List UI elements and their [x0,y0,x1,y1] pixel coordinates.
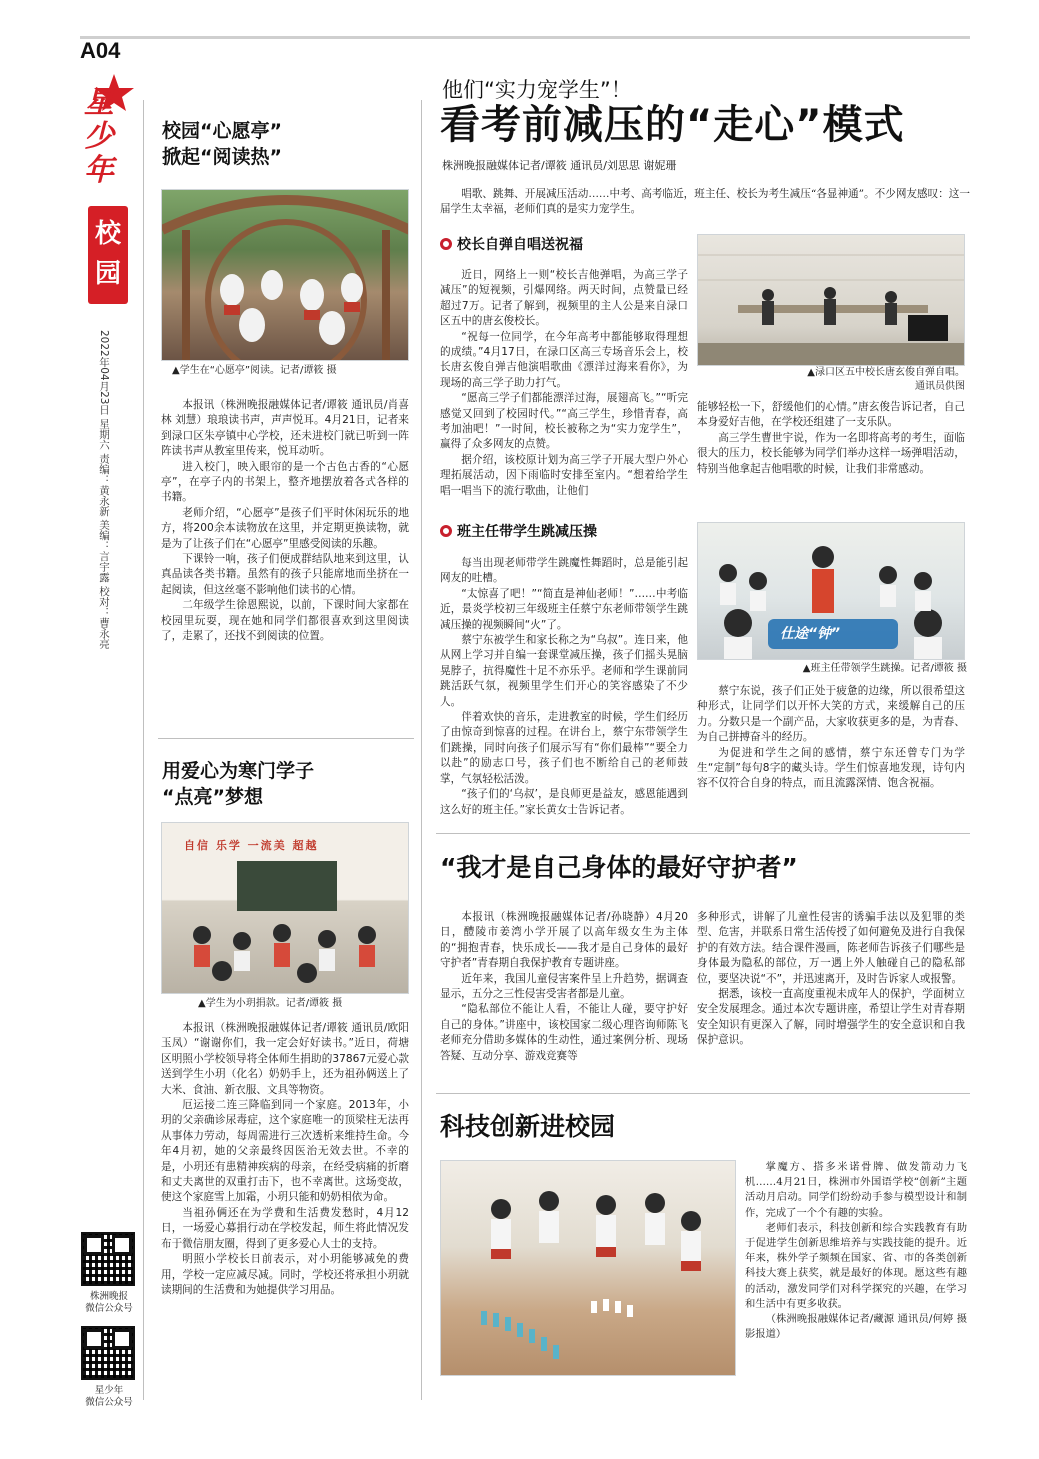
story4-credit: （株洲晚报融媒体记者/藏源 通讯员/何婷 摄影报道） [745,1313,967,1341]
lead-sub2-paragraph: 每当出现老师带学生跳魔性舞蹈时，总是能引起网友的吐槽。 [440,557,688,585]
qr-caption-zhuzhou [76,1291,142,1315]
story4-paragraph: 掌魔方、搭多米诺骨牌、做发箭动力飞机……4月21日，株洲市外国语学校“创新”主题活动月启动。同学们纷纷动手参与模型设计和制作，完成了一个个有趣的实验。 [745,1161,967,1219]
lead-sub2-photo-dance [697,522,965,660]
masthead-logo-text: 星少年 [84,85,114,188]
lead-sub1-photo-concert [697,234,965,366]
story1-paragraph: 本报讯（株洲晚报融媒体记者/谭筱 通讯员/肖喜林 刘慧）琅琅读书声，声声悦耳。4月21日，记者来到渌口区朱亭镇中心学校，还未进校门就已听到一阵阵读书声从教室里传来，悦耳动听。 [161,399,409,458]
bullet-circle-icon [440,238,452,250]
qr-code-xingshaonian[interactable] [81,1326,135,1380]
qr-code-zhuzhou[interactable] [81,1232,135,1286]
column-divider-mid [421,100,422,1400]
classroom-illustration [162,823,409,994]
column-divider-left [143,100,144,1400]
story4-body [745,1160,967,1342]
dateline: 2022年04月23日 星期六 责编：黄永新 美编：言宇露 校对：曹永亮 [98,330,110,649]
story3-paragraph: 近年来，我国儿童侵害案件呈上升趋势，据调查显示，五分之三性侵害受害者都是儿童。 [440,972,688,1001]
lead-sub2-paragraph: 蔡宁东被学生和家长称之为“乌叔”。连日来，他从网上学习并自编一套课堂减压操，孩子们摇头晃脑晃脖子，抗得魔性十足不亦乐乎。老师和学生课前同跳活跃气氛，视频里学生们开心的笑容感染了不少人。 [440,634,688,708]
lead-sub2-caption: ▲班主任带领学生跳操。记者/谭筱 摄 [802,663,967,674]
story2-paragraph: 明照小学校长日前表示，对小玥能够减免的费用，学校一定应减尽减。同时，学校还将承担小玥就读期间的生活费和为她提供学习用品。 [161,1253,409,1296]
lead-sub2-heading [440,521,597,541]
qr-caption-line1: 星少年 [94,1385,124,1396]
story4-title: 科技创新进校园 [440,1112,616,1141]
story3-body-left [440,910,688,1064]
lead-sub1-paragraph: “愿高三学子们都能漂洋过海，展翅高飞。”“听完感觉又回到了校园时代。”“高三学生，珍惜青春，高考加油吧！”一时间，校长被称之为“实力宠学生”，赢得了众多网友的点赞。 [440,392,688,451]
lead-sub1-body-right [697,400,965,477]
story4-photo-dominoes [440,1160,736,1376]
lead-sub1-paragraph: 据介绍，该校原计划为高三学子开展大型户外心理拓展活动，因下雨临时安排至室内。“想着给学生唱一唱当下的流行歌曲，让他们 [440,453,688,497]
lead-sub2-paragraph: 蔡宁东说，孩子们正处于疲惫的边缘，所以很希望这种形式，让同学们以开怀大笑的方式，来缓解自己的压力。分数只是一个副产品，大家收获更多的是，为青春、为自己拼搏奋斗的经历。 [697,685,965,744]
pavilion-illustration [162,190,409,361]
story2-paragraph: 厄运接二连三降临到同一个家庭。2013年，小玥的父亲确诊尿毒症，这个家庭唯一的顶梁柱无法再从事体力劳动，每周需进行三次透析来维持生命。今年4月初，她的父亲最终因医治无效去世。不幸的是，小玥还有患精神疾病的母亲，在经受病痛的折磨和丈夫离世的双重打击下，也不幸离世。这场变故，使这个家庭雪上加霜，小玥只能和奶奶相依为命。 [161,1099,409,1204]
story2-photo-classroom [161,822,409,994]
lead-kicker: 他们“实力宠学生”！ [442,78,632,102]
classroom-banner: 自信 乐学 一流美 超越 [184,839,319,852]
top-rule [80,36,970,39]
lead-title: 看考前减压的“走心”模式 [440,102,905,148]
lead-sub1-caption [715,366,965,394]
lead-intro: 唱歌、跳舞、开展减压活动……中考、高考临近，班主任、校长为考生减压“各显神通”。不少网友感叹：这一届学生太幸福，老师们真的是实力宠学生。 [440,188,970,215]
lead-bottom-divider [436,833,970,834]
story2-paragraph: 本报讯（株洲晚报融媒体记者/谭筱 通讯员/欧阳玉凤）“谢谢你们，我一定会好好读书。”近日，荷塘区明照小学校领导将全体师生捐助的37867元爱心款送到学生小玥（化名）奶奶手上，还为祖孙俩送上了大米、食油、新衣服、文具等物资。 [161,1022,409,1096]
story1-paragraph: 老师介绍，“心愿亭”是孩子们平时休闲玩乐的地方，将200余本读物放在这里，并定期更换读物，就是为了让孩子们在“心愿亭”里感受阅读的乐趣。 [161,506,409,550]
story3-body-right [697,910,965,1049]
lead-sub1-paragraph: 近日，网络上一则“校长吉他弹唱，为高三学子减压”的短视频，引爆网络。两天时间，点赞量已经超过7万。记者了解到，视频里的主人公是来自渌口区五中的唐玄俊校长。 [440,269,688,328]
story1-divider [158,738,414,739]
story2-title-line2: “点亮”梦想 [162,786,263,808]
lead-sub2-body-right [697,684,965,792]
story1-paragraph: 二年级学生徐恩熙说，以前，下课时间大家都在校园里玩耍，现在她和同学们都很喜欢到这里阅读了，走累了，还找不到阅读的位置。 [161,599,409,643]
lead-sub1-body-left [440,268,688,499]
qr-caption-line1: 株洲晚报 [89,1291,128,1302]
section-label: 校园 [94,219,121,289]
story1-title [162,118,282,170]
qr-caption-xingshaonian [76,1385,142,1409]
story2-paragraph: 当祖孙俩还在为学费和生活费发愁时，4月12日，一场爱心募捐行动在学校发起，师生将此情况发布于微信朋友圈，得到了更多爱心人士的支持。 [161,1206,409,1250]
concert-illustration [698,235,965,366]
qr-caption-line2: 微信公众号 [85,1397,133,1408]
dominoes-illustration [441,1161,736,1376]
lead-sub1-heading [440,234,583,254]
story3-paragraph: “隐私部位不能让人看，不能让人碰，要守护好自己的身体。”讲座中，该校国家二级心理咨询师陈飞老师充分借助多媒体的生动性，通过案例分析、现场答疑、互动分享、游戏竞赛等 [440,1003,688,1062]
lead-sub2-paragraph: “孩子们的‘乌叔’，是良师更是益友，感恩能遇到这么好的班主任。”家长黄女士告诉记者。 [440,788,688,816]
story2-body [161,1021,409,1298]
bullet-circle-icon [440,525,452,537]
lead-sub2-body-left [440,556,688,818]
story2-title [162,758,314,810]
story3-title: “我才是自己身体的最好守护者” [440,853,798,882]
story2-title-line1: 用爱心为寒门学子 [162,760,315,782]
qr-caption-line2: 微信公众号 [85,1303,133,1314]
story1-caption: ▲学生在“心愿亭”阅读。记者/谭筱 摄 [172,365,337,376]
lead-sub2-heading-text: 班主任带学生跳减压操 [457,524,597,540]
lead-sub1-paragraph: “祝每一位同学，在今年高考中都能够取得理想的成绩。”4月17日，在渌口区高三专场音乐会上，校长唐玄俊自弹吉他演唱歌曲《漂洋过海来看你》，为现场的高三学子助力打气。 [440,330,688,389]
story1-title-line2: 掀起“阅读热” [162,146,282,168]
story3-divider [436,1093,970,1094]
story1-photo-pavilion [161,189,409,361]
lead-sub1-caption-line1: ▲渌口区五中校长唐玄俊自弹自唱。 [807,367,965,378]
story1-title-line1: 校园“心愿亭” [162,120,282,142]
lead-sub2-paragraph: 为促进和学生之间的感情，蔡宁东还曾专门为学生“定制”每句8字的藏头诗。学生们惊喜地发现，诗句内容不仅符合自身的特点，而且流露深情、饱含祝福。 [697,746,965,790]
page-number: A04 [80,38,121,63]
story1-paragraph: 进入校门，映入眼帘的是一个古色古香的“心愿亭”，在亭子内的书架上，整齐地摆放着各式各样的书籍。 [161,460,409,504]
lead-sub2-paragraph: “太惊喜了吧！”“简直是神仙老师！”……中考临近，景炎学校初三年级班主任蔡宁东老师带领学生跳减压操的视频瞬间“火”了。 [440,587,688,631]
lead-sub1-paragraph: 能够轻松一下，舒缓他们的心情。”唐玄俊告诉记者，自己本身爱好吉他，在学校还组建了一支乐队。 [697,401,965,429]
story3-paragraph: 本报讯（株洲晚报融媒体记者/孙晓静）4月20日，醴陵市姜湾小学开展了以高年级女生为主体的“拥抱青春，快乐成长——我才是自己身体的最好守护者”青春期自我保护教育专题讲座。 [440,911,688,970]
dance-photo-overlay-text: 仕途“钟” [780,626,841,642]
lead-sub1-paragraph: 高三学生曹世宇说，作为一名即将高考的考生，面临很大的压力，校长能够为同学们举办这样一场弹唱活动，特别当他拿起吉他唱歌的时候，让我们非常感动。 [697,431,965,475]
lead-sub2-paragraph: 伴着欢快的音乐，走进教室的时候，学生们经历了由惊奇到惊喜的过程。在讲台上，蔡宁东带领学生们跳操，同时向孩子们展示写有“你们最棒”“要全力以赴”的励志口号，孩子们也不断给自己的老师鼓掌，气氛轻松活泼。 [440,711,688,785]
story3-paragraph: 据悉，该校一直高度重视未成年人的保护，学面树立安全发展理念。通过本次专题讲座，希望让学生对青春期安全知识有更深入了解，同时增强学生的安全意识和自我保护意识。 [697,988,965,1047]
story3-paragraph: 多种形式，讲解了儿童性侵害的诱骗手法以及犯罪的类型、危害，并联系日常生活传授了如何避免及进行自我保护的有效方法。结合课件漫画，陈老师告诉孩子们哪些是身体最为隐私的部位，万一遇上外人触碰自己的隐私部位，要坚决说“不”，并迅速离开，及时告诉家人或报警。 [697,911,965,985]
section-badge [88,206,128,304]
lead-sub1-caption-line2: 通讯员供图 [915,381,965,392]
lead-sub1-heading-text: 校长自弹自唱送祝福 [457,237,583,253]
lead-byline: 株洲晚报融媒体记者/谭筱 通讯员/刘思思 谢妮珊 [442,159,677,172]
story2-caption: ▲学生为小玥捐款。记者/谭筱 摄 [198,998,343,1009]
story1-paragraph: 下课铃一响，孩子们便成群结队地来到这里，认真品读各类书籍。虽然有的孩子只能席地而坐挤在一起阅读，但这丝毫不影响他们读书的心情。 [161,553,409,596]
story1-body [161,398,409,645]
story4-paragraph: 老师们表示，科技创新和综合实践教育有助于促进学生创新思维培养与实践技能的提升。近年来，株外学子频频在国家、省、市的各类创新科技大赛上获奖，就是最好的体现。愿这些有趣的活动，激发同学们对科学探究的兴趣，在学习和生活中有更多收获。 [745,1221,967,1310]
